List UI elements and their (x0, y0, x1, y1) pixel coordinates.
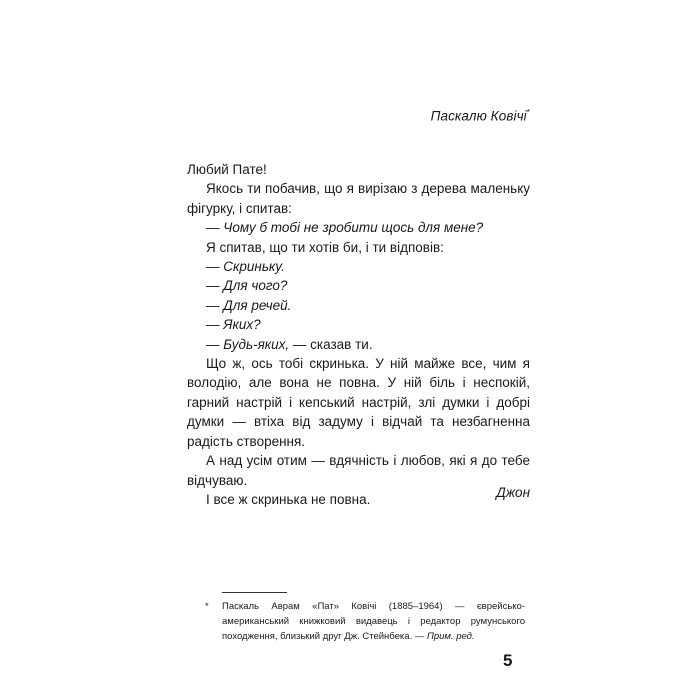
letter-body (187, 160, 530, 509)
dialogue-line (187, 296, 530, 315)
dash: — (206, 297, 224, 313)
dash: — (206, 278, 224, 294)
paragraph: Я спитав, що ти хотів би, і ти відповів: (206, 239, 444, 255)
dialogue-line (187, 257, 530, 276)
dialogue-text: Будь-яких, (223, 336, 290, 352)
footnote-divider (222, 592, 287, 593)
dialogue-line (187, 315, 530, 334)
dialogue-line (187, 276, 530, 295)
greeting: Любий Пате! (187, 162, 267, 177)
paragraph: Що ж, ось тобі скринька. У ній майже все, чим я володію, але вона не повна. У ній біль і неспокій, гарний настрій і кепський настрій, злі думки і добрі думки — втіха від задуму і відчай та незбагненна радість створення. (187, 356, 530, 449)
dialogue-attribution: — сказав ти. (289, 336, 373, 352)
signature: Джон (496, 485, 530, 500)
dialogue-text: Для речей. (223, 297, 292, 313)
dialogue-line (187, 335, 530, 354)
paragraph: А над усім отим — вдячність і любов, які я до тебе відчуваю. (187, 453, 530, 488)
dedication (431, 108, 530, 124)
dash: — (206, 336, 224, 352)
dash: — (206, 259, 224, 275)
footnote-mark: * (205, 601, 209, 612)
dialogue-text: Для чого? (223, 278, 288, 294)
paragraph: Якось ти побачив, що я вирізаю з дерева маленьку фігурку, і спитав: (187, 181, 530, 216)
footnote-text (222, 599, 525, 644)
dialogue-text: Яких? (223, 317, 261, 333)
dedication-text: Паскалю Ковічі (430, 108, 527, 124)
footnote-marker: * (526, 108, 530, 117)
page-number: 5 (503, 651, 513, 670)
footnote (205, 599, 525, 644)
dialogue-line (187, 218, 530, 237)
editor-note: Прим. ред. (426, 631, 475, 642)
footnote-body: Паскаль Аврам «Пат» Ковічі (1885–1964) — єврейсько-американський книжковий видавець і редактор румунського походження, близький друг Дж. Стейнбека. — (222, 601, 525, 642)
dash: — (206, 317, 224, 333)
dialogue-text: Чому б тобі не зробити щось для мене? (223, 220, 484, 236)
dash: — (206, 220, 224, 236)
paragraph: І все ж скринька не повна. (206, 491, 371, 507)
dialogue-text: Скриньку. (223, 259, 285, 275)
